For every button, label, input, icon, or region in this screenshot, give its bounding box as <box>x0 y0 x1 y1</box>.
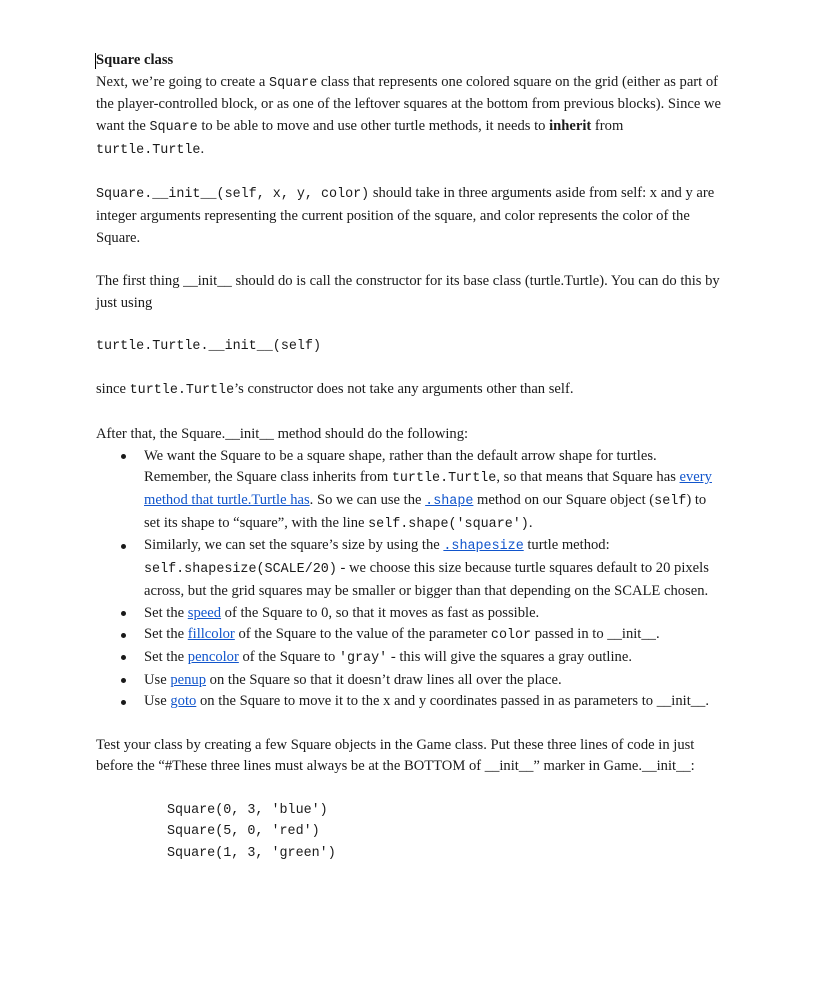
since-paragraph: since turtle.Turtle’s constructor does not take any arguments other than self. <box>96 381 574 399</box>
document-page <box>96 50 724 865</box>
first-thing-paragraph: The first thing __init__ should do is call the constructor for its base class (turtle.Turtle). You can do this by just using <box>96 273 720 311</box>
list-item: We want the Square to be a square shape, rather than the default arrow shape for turtles. Remember, the Square class inherits from turtle.Turtle, so that means that Square has every method that turtle.Turtle has. So we can use the .shape method on our Square object (self) to set its shape to “square”, with the line self.shape('square'). <box>96 446 724 536</box>
test-paragraph: Test your class by creating a few Square objects in the Game class. Put these three lines of code in just before the “#These three lines must always be at the BOTTOM of __init__” marker in Game.__init__: <box>96 736 695 775</box>
constructor-call-code: turtle.Turtle.__init__(self) <box>96 339 321 355</box>
list-item: Set the pencolor of the Square to 'gray' - this will give the squares a gray outline. <box>96 647 724 670</box>
link-pencolor[interactable]: pencolor <box>187 648 239 665</box>
link-shape[interactable]: .shape <box>425 493 474 509</box>
code-line: Square(1, 3, 'green') <box>167 846 336 862</box>
link-speed[interactable]: speed <box>187 604 222 621</box>
link-shapesize[interactable]: .shapesize <box>443 539 524 555</box>
bullet-icon <box>121 454 126 459</box>
bullet-icon <box>121 611 126 616</box>
list-item: Use goto on the Square to move it to the x and y coordinates passed in as parameters to __init__. <box>96 691 724 713</box>
code-line: Square(0, 3, 'blue') <box>167 802 328 818</box>
list-item: Similarly, we can set the square’s size by using the .shapesize turtle method: self.shapesize(SCALE/20) - we choose this size because turtle squares default to 20 pixels across, but the grid squares may be smaller or bigger than that depending on the SCALE chosen. <box>96 535 724 602</box>
section-title: Square class <box>96 52 174 68</box>
list-item: Set the speed of the Square to 0, so that it moves as fast as possible. <box>96 603 724 625</box>
init-steps-list <box>96 446 724 713</box>
bullet-icon <box>121 678 126 683</box>
bullet-icon <box>121 633 126 638</box>
link-goto[interactable]: goto <box>170 693 197 710</box>
link-fillcolor[interactable]: fillcolor <box>187 626 235 643</box>
intro-paragraph: Next, we’re going to create a Square class that represents one colored square on the grid (either as part of the player-controlled block, or as one of the leftover squares at the bottom from previous blocks). Since we want the Square to be able to move and use other turtle methods, it needs to inherit from turtle.Turtle. <box>96 73 722 158</box>
init-signature-paragraph: Square.__init__(self, x, y, color) should take in three arguments aside from self: x and y are integer arguments representing the current position of the square, and color represents the color of the Square. <box>96 185 715 246</box>
bullet-icon <box>121 655 126 660</box>
link-turtle-methods[interactable]: every method that turtle.Turtle has <box>144 469 712 508</box>
list-item: Set the fillcolor of the Square to the value of the parameter color passed in to __init__. <box>96 624 724 647</box>
bullet-icon <box>121 700 126 705</box>
test-code-block <box>96 800 724 865</box>
link-penup[interactable]: penup <box>170 671 207 688</box>
after-that-paragraph: After that, the Square.__init__ method should do the following: <box>96 425 469 442</box>
code-line: Square(5, 0, 'red') <box>167 824 320 840</box>
text-cursor <box>95 53 96 69</box>
bullet-icon <box>121 544 126 549</box>
list-item: Use penup on the Square so that it doesn’t draw lines all over the place. <box>96 670 724 692</box>
